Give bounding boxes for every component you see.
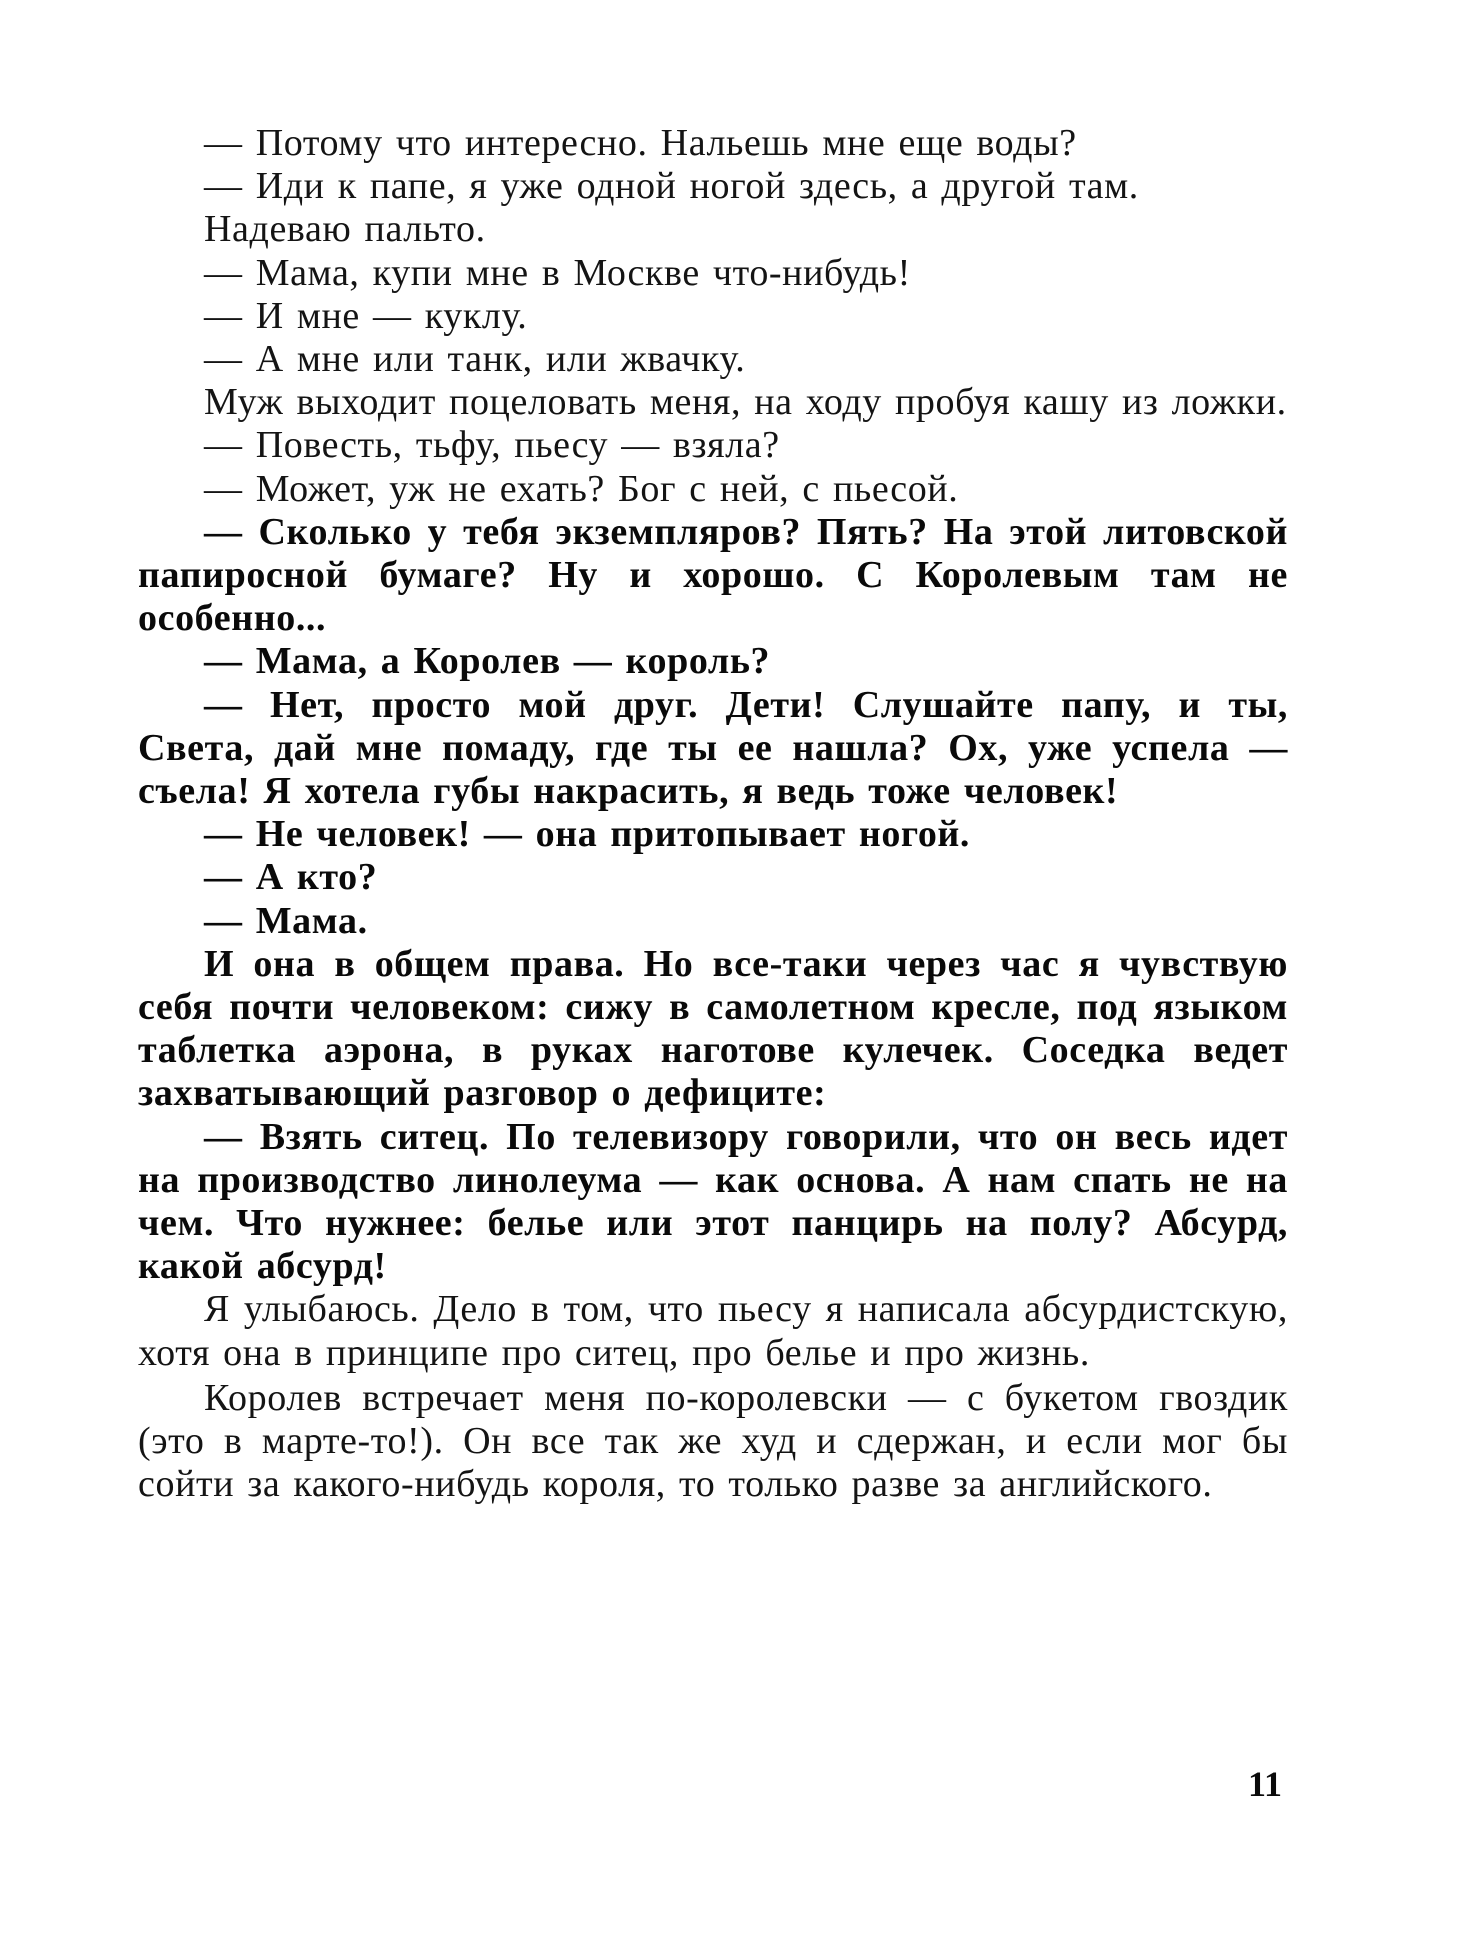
- paragraph: — Мама.: [204, 899, 368, 942]
- paragraph: — А мне или танк, или жвачку.: [204, 338, 746, 381]
- paragraph: — Нет, просто мой друг. Дети! Слушайте папу, и ты, Света, дай мне помаду, где ты ее нашла? Ох, уже успела — съела! Я хотела губы накрасить, я ведь тоже человек!: [138, 683, 1288, 813]
- paragraph: — Потому что интересно. Нальешь мне еще воды?: [204, 122, 1077, 164]
- page-number: 11: [1248, 1764, 1283, 1804]
- paragraph: — И мне — куклу.: [204, 294, 528, 337]
- paragraph: И она в общем права. Но все-таки через час я чувствую себя почти человеком: сижу в самолетном кресле, под языком таблетка аэрона, в руках наготове кулечек. Соседка ведет захватывающий разговор о дефиците:: [138, 942, 1288, 1115]
- paragraph: — Не человек! — она притопывает ногой.: [204, 813, 971, 856]
- paragraph: — Мама, купи мне в Москве что-нибудь!: [204, 251, 911, 294]
- paragraph: Надеваю пальто.: [204, 208, 486, 251]
- paragraph: — Сколько у тебя экземпляров? Пять? На этой литовской папиросной бумаге? Ну и хорошо. С Королевым там не особенно...: [138, 510, 1288, 640]
- paragraph: — Взять ситец. По телевизору говорили, что он весь идет на производство линолеума — как основа. А нам спать не на чем. Что нужнее: белье или этот панцирь на полу? Абсурд, какой абсурд!: [138, 1115, 1288, 1288]
- paragraph: — Мама, а Королев — король?: [204, 640, 771, 683]
- paragraph: Муж выходит поцеловать меня, на ходу пробуя кашу из ложки.: [204, 381, 1287, 424]
- paragraph: Королев встречает меня по-королевски — с букетом гвоздик (это в марте-то!). Он все так же худ и сдержан, и если мог бы сойти за какого-нибудь короля, то только разве за английского.: [138, 1376, 1288, 1506]
- paragraph: Я улыбаюсь. Дело в том, что пьесу я написала абсурдистскую, хотя она в принципе про ситец, про белье и про жизнь.: [138, 1288, 1288, 1374]
- body-text: [138, 122, 1288, 1507]
- paragraph: — Иди к папе, я уже одной ногой здесь, а другой там.: [204, 165, 1139, 208]
- paragraph: — Повесть, тьфу, пьесу — взяла?: [204, 424, 780, 467]
- paragraph: — Может, уж не ехать? Бог с ней, с пьесой.: [204, 467, 959, 510]
- paragraph: — А кто?: [204, 856, 378, 899]
